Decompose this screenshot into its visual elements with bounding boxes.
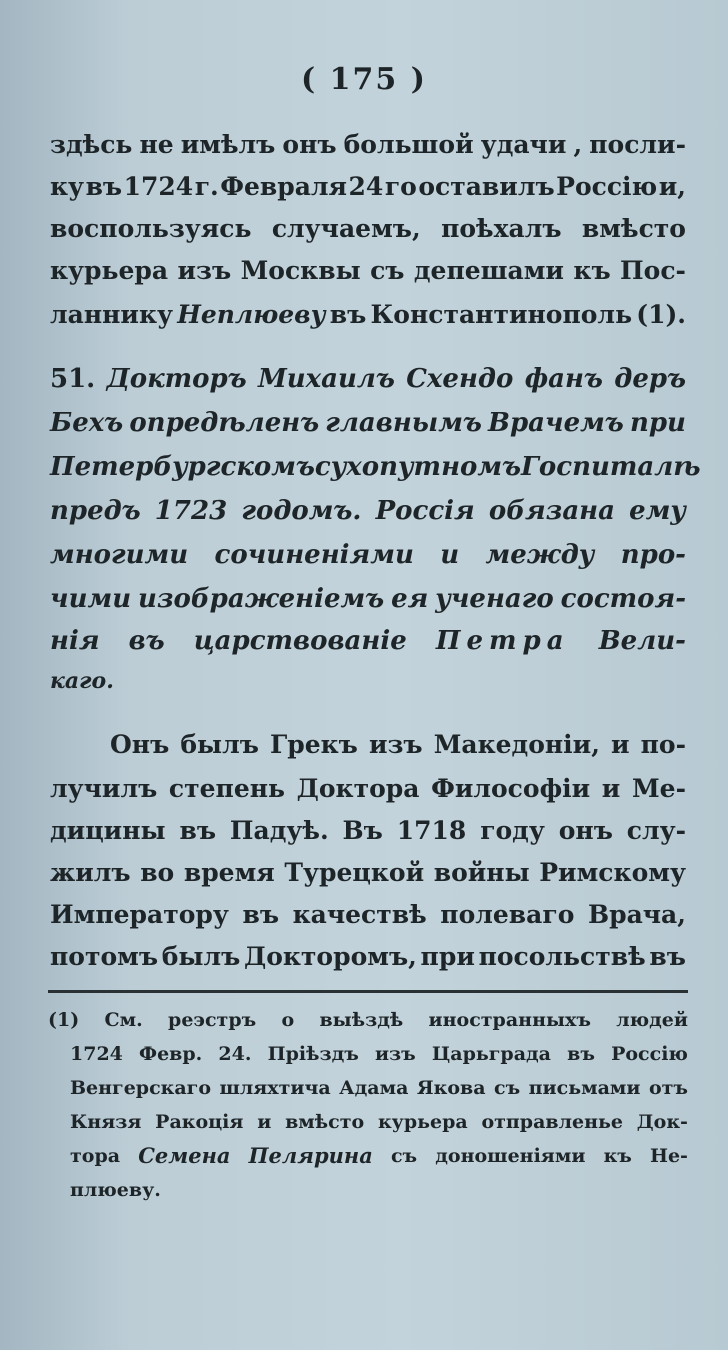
word: предъ bbox=[50, 496, 141, 526]
word: выѣздѣ bbox=[319, 1009, 404, 1031]
word: письмами bbox=[528, 1077, 641, 1099]
word: Петра bbox=[435, 626, 570, 656]
word: удачи bbox=[480, 130, 567, 159]
footnote-line bbox=[70, 1176, 688, 1204]
word: жилъ bbox=[50, 858, 131, 887]
text-line bbox=[50, 128, 686, 162]
word: имѣлъ bbox=[180, 130, 276, 159]
word: къ bbox=[603, 1145, 632, 1167]
text-line bbox=[50, 940, 686, 974]
word: съ bbox=[494, 1077, 521, 1099]
word: Македоніи, bbox=[433, 730, 600, 759]
word: потомъ bbox=[50, 942, 159, 971]
footnote-line bbox=[70, 1142, 688, 1170]
word: ученаго bbox=[435, 584, 554, 614]
word: по- bbox=[640, 730, 686, 759]
word: здѣсь bbox=[50, 130, 133, 159]
word: каго. bbox=[50, 668, 114, 694]
word: чими bbox=[50, 584, 132, 614]
word: вмѣсто bbox=[285, 1111, 365, 1133]
word: Госпиталѣ bbox=[520, 452, 701, 482]
word: онъ bbox=[558, 816, 613, 845]
word: былъ bbox=[180, 730, 259, 759]
word: (1) bbox=[48, 1009, 80, 1031]
word: Док- bbox=[636, 1111, 688, 1133]
word: 1718 bbox=[396, 816, 467, 845]
word: 24 bbox=[348, 172, 384, 201]
word: го bbox=[384, 172, 417, 201]
word: время bbox=[183, 858, 275, 887]
word: оставилъ bbox=[418, 172, 555, 201]
word: про- bbox=[620, 540, 686, 570]
word: Петербургскомъ bbox=[50, 452, 315, 482]
word: изъ bbox=[374, 1043, 416, 1065]
word: Россію bbox=[611, 1043, 688, 1065]
text-line bbox=[50, 898, 686, 932]
word: 1724 bbox=[70, 1043, 123, 1065]
word: полеваго bbox=[440, 900, 575, 929]
word: лучилъ bbox=[50, 774, 158, 803]
word: воспользуясь bbox=[50, 214, 252, 243]
word: Философіи bbox=[431, 774, 591, 803]
word: Февраля bbox=[220, 172, 348, 201]
text-line bbox=[50, 406, 686, 440]
word: ку bbox=[50, 172, 85, 201]
footnote-line bbox=[70, 1074, 688, 1102]
word: онъ bbox=[282, 130, 337, 159]
word: фанъ bbox=[524, 364, 603, 394]
word: слу- bbox=[626, 816, 686, 845]
word: посли- bbox=[589, 130, 686, 159]
text-line bbox=[50, 212, 686, 246]
word: и bbox=[440, 540, 460, 570]
word: во bbox=[140, 858, 175, 887]
word: Грекъ bbox=[269, 730, 358, 759]
word: ему bbox=[629, 496, 686, 526]
word: при bbox=[420, 942, 475, 971]
text-line bbox=[50, 298, 686, 332]
word: Доктора bbox=[296, 774, 420, 803]
word: въ bbox=[649, 942, 686, 971]
word: курьера bbox=[377, 1111, 468, 1133]
word: Императору bbox=[50, 900, 229, 929]
word: (1). bbox=[636, 300, 686, 329]
text-line bbox=[50, 450, 701, 484]
word: поѣхалъ bbox=[441, 214, 562, 243]
text-line bbox=[50, 538, 686, 572]
word: и bbox=[601, 774, 621, 803]
word: о bbox=[281, 1009, 295, 1031]
word: , bbox=[573, 130, 583, 159]
word: Врача, bbox=[587, 900, 686, 929]
text-line bbox=[50, 856, 686, 890]
word: тора bbox=[70, 1145, 121, 1167]
text-line bbox=[50, 582, 686, 616]
word: Пріѣздъ bbox=[267, 1043, 359, 1065]
word: Схендо bbox=[406, 364, 514, 394]
word: состоя- bbox=[560, 584, 686, 614]
word: дицины bbox=[50, 816, 166, 845]
text-line bbox=[50, 362, 686, 396]
word: главнымъ bbox=[325, 408, 482, 438]
word: плюеву. bbox=[70, 1179, 161, 1201]
word: См. bbox=[104, 1009, 143, 1031]
word: Ракоція bbox=[155, 1111, 244, 1133]
word: Бехъ bbox=[50, 408, 124, 438]
word: Семена bbox=[138, 1143, 231, 1168]
word: къ bbox=[573, 256, 611, 285]
word: Врачемъ bbox=[488, 408, 624, 438]
word: ланнику bbox=[50, 300, 174, 329]
word: ея bbox=[391, 584, 429, 614]
word: отправленье bbox=[481, 1111, 623, 1133]
word: съ bbox=[390, 1145, 418, 1167]
text-line bbox=[50, 664, 686, 698]
word: Константинополь bbox=[370, 300, 633, 329]
word: и bbox=[611, 730, 630, 759]
text-line bbox=[50, 814, 686, 848]
footnote-line bbox=[48, 1006, 688, 1034]
word: деръ bbox=[614, 364, 686, 394]
word: Михаилъ bbox=[257, 364, 395, 394]
word: сухопутномъ bbox=[314, 452, 521, 482]
footnote-line bbox=[70, 1040, 688, 1068]
word: и, bbox=[658, 172, 686, 201]
word: въ bbox=[329, 300, 367, 329]
word: шляхтича bbox=[219, 1077, 331, 1099]
page-number: ( 175 ) bbox=[301, 62, 427, 97]
word: Царьграда bbox=[431, 1043, 551, 1065]
word: въ bbox=[85, 172, 123, 201]
word: въ bbox=[567, 1043, 595, 1065]
footnote-line bbox=[70, 1108, 688, 1136]
word: большой bbox=[343, 130, 474, 159]
word: г. bbox=[194, 172, 219, 201]
word: депешами bbox=[413, 256, 564, 285]
word: Въ bbox=[342, 816, 383, 845]
word: многими bbox=[50, 540, 189, 570]
word: доношеніями bbox=[435, 1145, 586, 1167]
word: и bbox=[257, 1111, 272, 1133]
word: Якова bbox=[416, 1077, 486, 1099]
word: Турецкой bbox=[284, 858, 425, 887]
word: изъ bbox=[177, 256, 232, 285]
word: въ bbox=[128, 626, 165, 656]
word: нія bbox=[50, 626, 100, 656]
word: 1723 bbox=[154, 496, 228, 526]
text-line bbox=[50, 772, 686, 806]
word: при bbox=[629, 408, 686, 438]
word: посольствѣ bbox=[478, 942, 646, 971]
word: Падуѣ. bbox=[229, 816, 329, 845]
word: былъ bbox=[161, 942, 241, 971]
word: Вели- bbox=[598, 626, 686, 656]
word: обязана bbox=[488, 496, 615, 526]
word: Венгерскаго bbox=[70, 1077, 211, 1099]
word: вмѣсто bbox=[581, 214, 686, 243]
word: войны bbox=[433, 858, 530, 887]
text-line bbox=[50, 624, 686, 658]
word: Докторомъ, bbox=[243, 942, 417, 971]
footnote-divider bbox=[48, 990, 688, 993]
word: опредѣленъ bbox=[129, 408, 320, 438]
word: людей bbox=[616, 1009, 688, 1031]
word: Докторъ bbox=[106, 364, 247, 394]
word: реэстръ bbox=[168, 1009, 257, 1031]
word: изображеніемъ bbox=[138, 584, 385, 614]
text-line bbox=[50, 494, 686, 528]
word: изъ bbox=[368, 730, 423, 759]
word: Римскому bbox=[539, 858, 686, 887]
word: между bbox=[485, 540, 595, 570]
word: Онъ bbox=[110, 730, 170, 759]
word: Не- bbox=[650, 1145, 688, 1167]
text-line bbox=[50, 254, 686, 288]
word: Адама bbox=[339, 1077, 409, 1099]
word: не bbox=[139, 130, 174, 159]
word: Февр. bbox=[139, 1043, 203, 1065]
word: въ bbox=[242, 900, 280, 929]
word: 24. bbox=[218, 1043, 252, 1065]
word: Пос- bbox=[620, 256, 686, 285]
word: случаемъ, bbox=[271, 214, 421, 243]
word: отъ bbox=[648, 1077, 688, 1099]
word: Россія bbox=[375, 496, 475, 526]
word: съ bbox=[370, 256, 405, 285]
word: царствованіе bbox=[193, 626, 407, 656]
text-line bbox=[50, 170, 686, 204]
word: Князя bbox=[70, 1111, 142, 1133]
word: 51. bbox=[50, 364, 96, 394]
text-line bbox=[110, 728, 686, 762]
word: Неплюеву bbox=[177, 300, 326, 329]
word: сочиненіями bbox=[214, 540, 414, 570]
word: Москвы bbox=[240, 256, 361, 285]
word: Россію bbox=[556, 172, 658, 201]
word: 1724 bbox=[123, 172, 194, 201]
word: годомъ. bbox=[241, 496, 362, 526]
word: году bbox=[480, 816, 545, 845]
word: Пелярина bbox=[248, 1143, 373, 1168]
word: качествѣ bbox=[292, 900, 427, 929]
word: иностранныхъ bbox=[428, 1009, 591, 1031]
word: степень bbox=[168, 774, 286, 803]
word: Ме- bbox=[631, 774, 686, 803]
word: курьера bbox=[50, 256, 169, 285]
word: въ bbox=[179, 816, 217, 845]
